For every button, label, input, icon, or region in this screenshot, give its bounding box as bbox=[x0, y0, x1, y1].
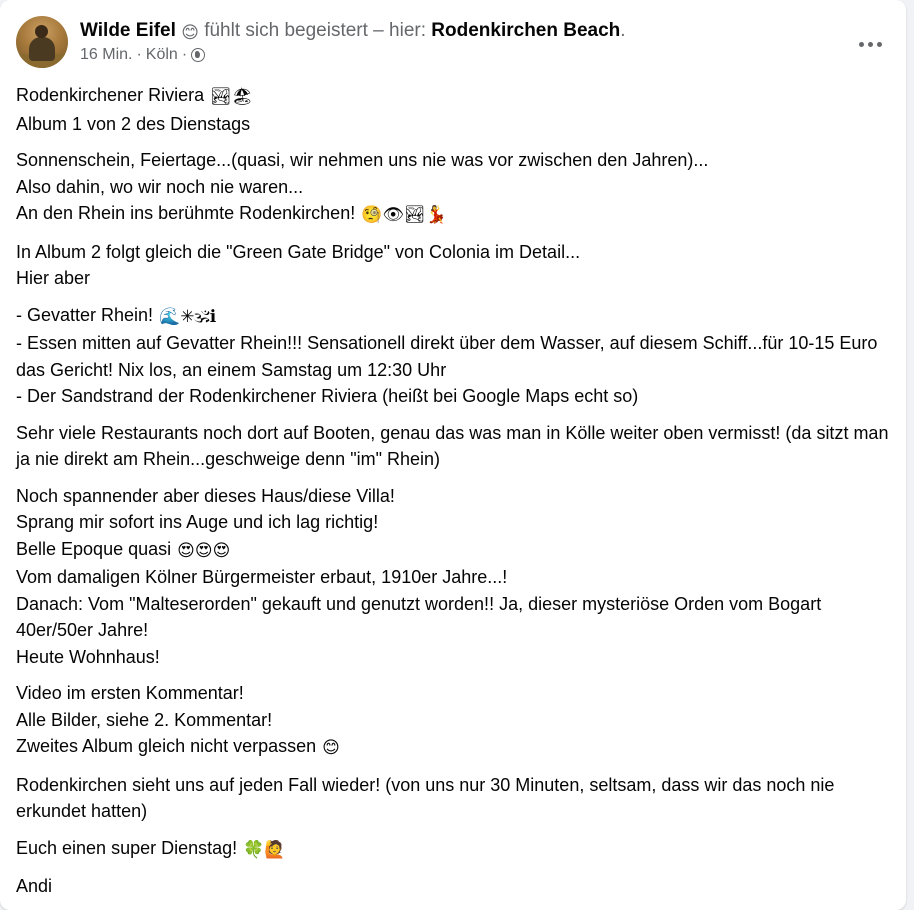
post-text-line bbox=[16, 772, 892, 825]
post-text: Noch spannender aber dieses Haus/diese Villa! bbox=[16, 485, 395, 506]
post-text: Hier aber bbox=[16, 268, 91, 288]
post-text: Sonnenschein, Feiertage...(quasi, wir nehmen uns nie was vor zwischen den Jahren)... bbox=[16, 150, 709, 170]
post-paragraph bbox=[16, 147, 892, 229]
post-text-line bbox=[16, 509, 892, 536]
post-text: - Gevatter Rhein! bbox=[16, 304, 154, 325]
post-text-line bbox=[16, 680, 892, 707]
post-text: Belle Epoque quasi bbox=[16, 538, 172, 559]
post-text: Heute Wohnhaus! bbox=[16, 646, 160, 667]
post-text: Rodenkirchener Riviera bbox=[16, 85, 205, 105]
place-suffix: . bbox=[620, 20, 626, 41]
emoji-icon: 🌊✳🕉ℹ bbox=[159, 306, 217, 327]
post-location[interactable]: Köln bbox=[145, 46, 178, 63]
post-paragraph bbox=[16, 420, 892, 473]
post-text-line bbox=[16, 200, 892, 229]
author-line bbox=[80, 20, 626, 43]
post-text: Video im ersten Kommentar! bbox=[16, 683, 244, 703]
post-text-line bbox=[16, 82, 892, 111]
meta-separator: · bbox=[136, 46, 142, 63]
emoji-icon: 🍀🙋 bbox=[243, 839, 286, 860]
author-avatar[interactable] bbox=[16, 16, 68, 68]
emoji-icon: 😍😍😍 bbox=[177, 540, 231, 561]
post-text: Sprang mir sofort ins Auge und ich lag richtig! bbox=[16, 512, 379, 532]
post-text: An den Rhein ins berühmte Rodenkirchen! bbox=[16, 203, 356, 223]
post-text-line bbox=[16, 644, 892, 671]
post-paragraph bbox=[16, 483, 892, 671]
post-text-line bbox=[16, 265, 892, 292]
post-text-line bbox=[16, 302, 892, 331]
post-text-line bbox=[16, 239, 892, 266]
post-text: Zweites Album gleich nicht verpassen bbox=[16, 736, 317, 756]
more-options-button[interactable] bbox=[852, 26, 888, 62]
post-text-line bbox=[16, 707, 892, 734]
post-text-line bbox=[16, 564, 892, 591]
post-header bbox=[16, 16, 890, 72]
post-paragraph bbox=[16, 680, 892, 762]
more-options-icon bbox=[859, 42, 864, 47]
post-text-line bbox=[16, 536, 892, 565]
emoji-icon: 🧐👁🏞💃 bbox=[361, 205, 447, 225]
post-text: Andi bbox=[16, 876, 53, 896]
post-paragraph bbox=[16, 873, 892, 900]
post-text: Sehr viele Restaurants noch dort auf Booten, genau das was man in Kölle weiter oben vermisst! (da sitzt man ja nie direkt am Rhein...geschweige denn "im" Rhein) bbox=[16, 422, 889, 469]
post-text: - Der Sandstrand der Rodenkirchener Riviera (heißt bei Google Maps echt so) bbox=[16, 386, 639, 406]
feeling-emoji: 😊 bbox=[181, 23, 199, 43]
post-text: Rodenkirchen sieht uns auf jeden Fall wieder! (von uns nur 30 Minuten, seltsam, dass wir das noch nie erkundet hatten) bbox=[16, 774, 835, 821]
post-text: Euch einen super Dienstag! bbox=[16, 837, 238, 858]
post-paragraph bbox=[16, 239, 892, 292]
post-text-line bbox=[16, 420, 892, 473]
post-text-line bbox=[16, 733, 892, 762]
post-text-line bbox=[16, 147, 892, 174]
emoji-icon: 🏞🏖 bbox=[210, 87, 254, 107]
emoji-icon: 😊 bbox=[322, 738, 340, 758]
post-paragraph bbox=[16, 772, 892, 825]
post-text-line bbox=[16, 174, 892, 201]
post-text-line bbox=[16, 330, 892, 383]
post-text: Vom damaligen Kölner Bürgermeister erbaut, 1910er Jahre...! bbox=[16, 567, 508, 587]
post-meta bbox=[80, 46, 205, 64]
post-text: Album 1 von 2 des Dienstags bbox=[16, 113, 251, 134]
author-name[interactable]: Wilde Eifel bbox=[80, 20, 176, 41]
post-paragraph bbox=[16, 835, 892, 864]
place-link[interactable]: Rodenkirchen Beach bbox=[431, 20, 621, 41]
post-text-line bbox=[16, 111, 892, 138]
meta-separator: · bbox=[181, 46, 188, 63]
post-text-line bbox=[16, 835, 892, 864]
post-text: - Essen mitten auf Gevatter Rhein!!! Sensationell direkt über dem Wasser, auf diesem Schiff...für 10-15 Euro das Gericht! Nix los, an einem Samstag um 12:30 Uhr bbox=[16, 333, 878, 380]
post-text-line bbox=[16, 383, 892, 410]
post-paragraph bbox=[16, 82, 892, 137]
post-text: Alle Bilder, siehe 2. Kommentar! bbox=[16, 709, 273, 730]
post-text: In Album 2 folgt gleich die "Green Gate Bridge" von Colonia im Detail... bbox=[16, 241, 581, 262]
post-timestamp[interactable]: 16 Min. bbox=[80, 46, 133, 63]
post-text: Also dahin, wo wir noch nie waren... bbox=[16, 176, 304, 197]
post-text-line bbox=[16, 591, 892, 644]
post-text: Danach: Vom "Malteserorden" gekauft und genutzt worden!! Ja, dieser mysteriöse Orden vom Bogart 40er/50er Jahre! bbox=[16, 593, 822, 640]
post-body bbox=[16, 82, 892, 910]
globe-icon[interactable] bbox=[191, 48, 205, 62]
post-text-line bbox=[16, 483, 892, 510]
post-text-line bbox=[16, 873, 892, 900]
post-paragraph bbox=[16, 302, 892, 410]
feeling-text: fühlt sich begeistert – hier: bbox=[204, 20, 426, 41]
